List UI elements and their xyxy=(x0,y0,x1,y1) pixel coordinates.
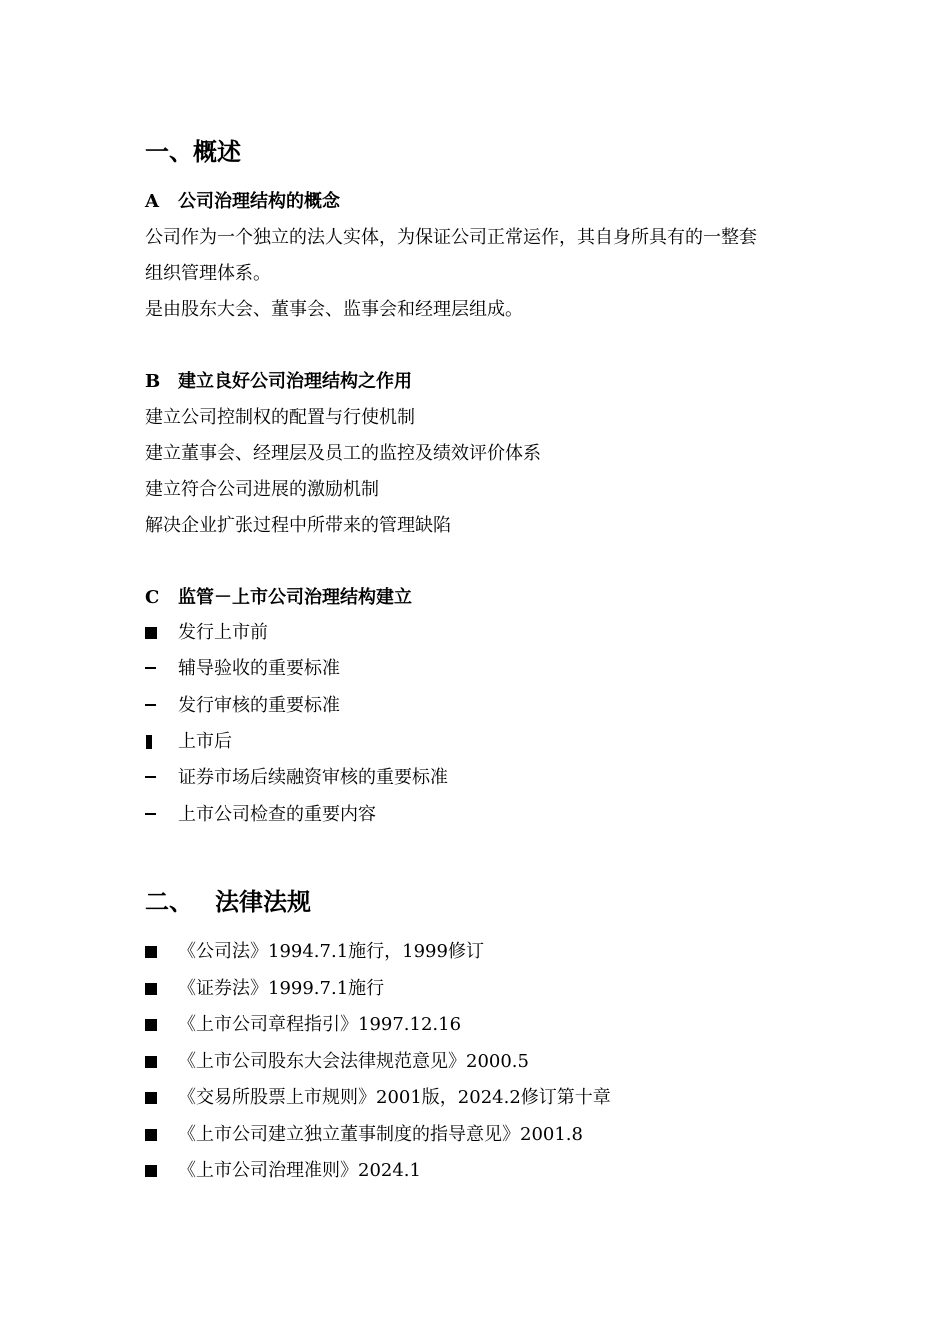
list-item: 辅导验收的重要标准 xyxy=(145,657,340,681)
dash-bullet-icon xyxy=(145,704,156,706)
square-bullet-icon xyxy=(145,627,157,639)
subheading-marker: A xyxy=(145,191,159,212)
paragraph-line: 公司作为一个独立的法人实体，为保证公司正常运作，其自身所具有的一整套 xyxy=(145,227,757,248)
law-list-item: 《交易所股票上市规则》2001版，2024.2修订第十章 xyxy=(145,1086,611,1110)
square-bullet-icon xyxy=(145,983,157,995)
list-item: 证券市场后续融资审核的重要标准 xyxy=(145,766,448,790)
subheading-marker: C xyxy=(145,587,160,608)
list-item: 上市后 xyxy=(145,730,232,754)
dash-bullet-icon xyxy=(145,776,156,778)
dash-bullet-icon xyxy=(145,813,156,815)
paragraph-line: 是由股东大会、董事会、监事会和经理层组成。 xyxy=(145,299,523,320)
section-heading-number: 二、 xyxy=(145,887,193,916)
subheading-marker: B xyxy=(145,371,161,392)
law-list-item: 《上市公司股东大会法律规范意见》2000.5 xyxy=(145,1050,529,1074)
square-bullet-icon xyxy=(145,1019,157,1031)
paragraph-line: 解决企业扩张过程中所带来的管理缺陷 xyxy=(145,515,451,536)
law-list-item: 《公司法》1994.7.1施行，1999修订 xyxy=(145,940,484,964)
law-list-item: 《上市公司治理准则》2024.1 xyxy=(145,1159,421,1183)
subheading-title: 监管－上市公司治理结构建立 xyxy=(178,587,412,608)
square-bullet-icon xyxy=(145,1165,157,1177)
square-bullet-icon xyxy=(145,1092,157,1104)
dash-bullet-icon xyxy=(145,667,156,669)
square-bullet-icon xyxy=(145,1056,157,1068)
section-heading-overview: 一、概述 xyxy=(145,137,241,166)
section-heading-laws xyxy=(145,887,311,917)
law-list-item: 《上市公司建立独立董事制度的指导意见》2001.8 xyxy=(145,1123,583,1147)
paragraph-line: 组织管理体系。 xyxy=(145,263,271,284)
section-heading-text: 法律法规 xyxy=(215,887,311,916)
paragraph-line: 建立符合公司进展的激励机制 xyxy=(145,479,379,500)
paragraph-line: 建立董事会、经理层及员工的监控及绩效评价体系 xyxy=(145,443,541,464)
list-item: 发行审核的重要标准 xyxy=(145,694,340,718)
square-bullet-icon xyxy=(145,946,157,958)
list-item: 发行上市前 xyxy=(145,621,268,645)
subheading-title: 公司治理结构的概念 xyxy=(178,191,340,212)
law-list-item: 《上市公司章程指引》1997.12.16 xyxy=(145,1013,461,1037)
subheading-title: 建立良好公司治理结构之作用 xyxy=(178,371,412,392)
bar-bullet-icon xyxy=(146,735,152,749)
list-item: 上市公司检查的重要内容 xyxy=(145,803,376,827)
law-list-item: 《证券法》1999.7.1施行 xyxy=(145,977,384,1001)
subheading-b xyxy=(145,370,412,394)
square-bullet-icon xyxy=(145,1129,157,1141)
paragraph-line: 建立公司控制权的配置与行使机制 xyxy=(145,407,415,428)
subheading-c xyxy=(145,586,412,610)
subheading-a xyxy=(145,190,340,214)
